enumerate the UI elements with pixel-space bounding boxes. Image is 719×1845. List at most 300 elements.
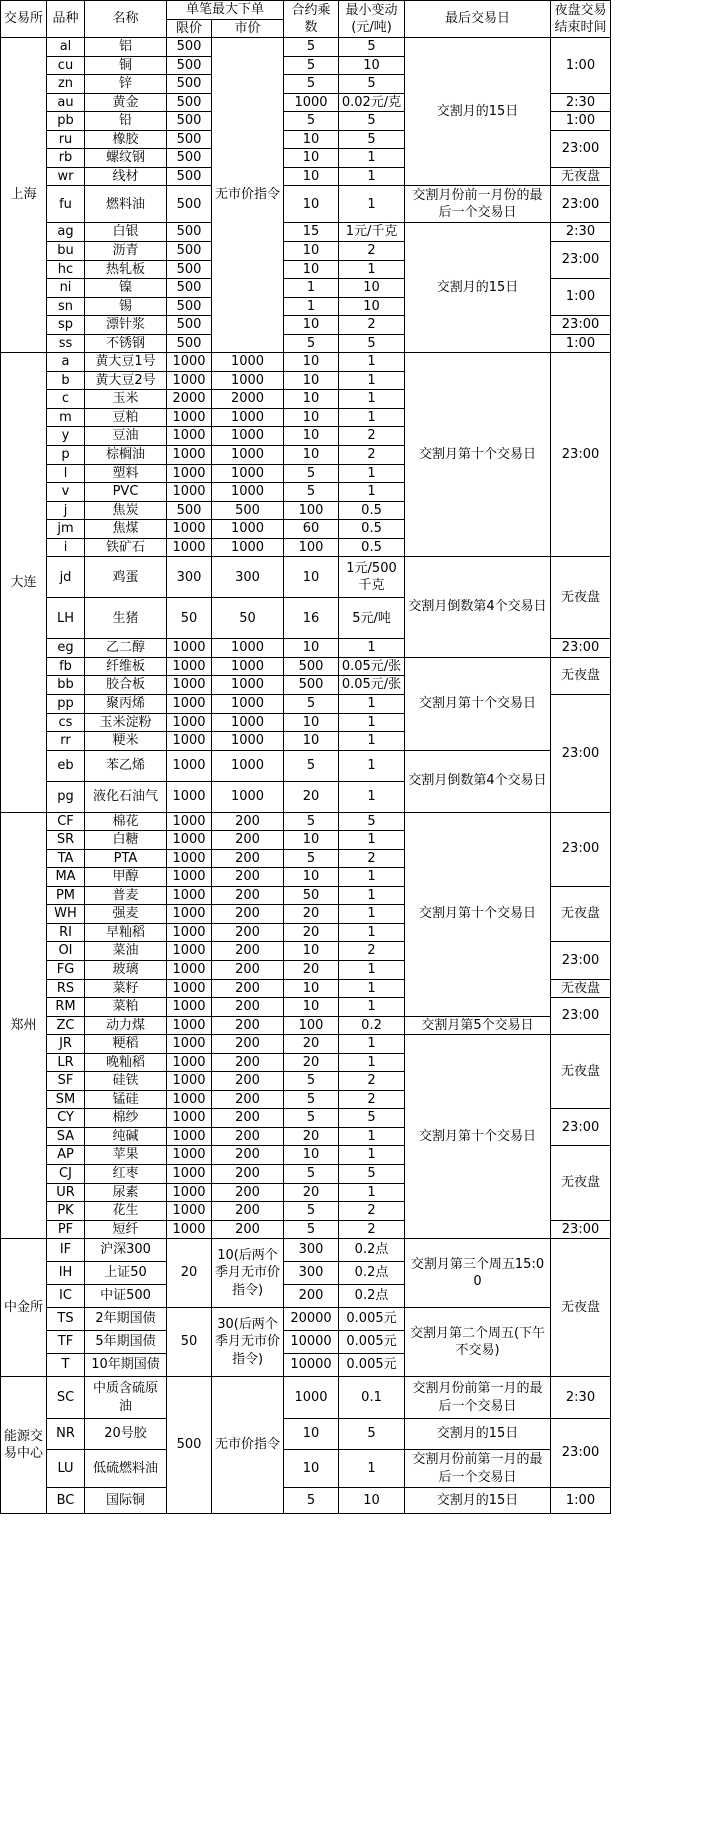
symbol-cell: IF [47, 1239, 85, 1262]
symbol-cell: al [47, 38, 85, 57]
symbol-cell: l [47, 464, 85, 483]
name-cell: 纤维板 [85, 657, 167, 676]
name-cell: 豆粕 [85, 408, 167, 427]
name-cell: 橡胶 [85, 130, 167, 149]
tick-cell: 1 [339, 713, 405, 732]
symbol-cell: NR [47, 1419, 85, 1450]
name-cell: 锡 [85, 297, 167, 316]
symbol-cell: UR [47, 1183, 85, 1202]
table-row [1, 557, 611, 598]
last-trading-day-cell: 交割月第十个交易日 [405, 657, 551, 750]
multiplier-cell: 500 [284, 657, 339, 676]
market-order-cell: 200 [212, 1183, 284, 1202]
header-exchange: 交易所 [1, 1, 47, 38]
multiplier-cell: 10 [284, 186, 339, 223]
limit-order-cell: 1000 [167, 960, 212, 979]
name-cell: 棉纱 [85, 1109, 167, 1128]
symbol-cell: b [47, 371, 85, 390]
multiplier-cell: 50 [284, 886, 339, 905]
limit-order-cell: 1000 [167, 446, 212, 465]
limit-order-cell: 1000 [167, 849, 212, 868]
symbol-cell: i [47, 538, 85, 557]
multiplier-cell: 10 [284, 446, 339, 465]
name-cell: 胶合板 [85, 676, 167, 695]
tick-cell: 2 [339, 1202, 405, 1221]
market-order-cell: 200 [212, 849, 284, 868]
limit-order-cell: 300 [167, 557, 212, 598]
name-cell: 苹果 [85, 1146, 167, 1165]
name-cell: 动力煤 [85, 1016, 167, 1035]
multiplier-cell: 16 [284, 598, 339, 639]
limit-order-cell: 500 [167, 501, 212, 520]
symbol-cell: IC [47, 1285, 85, 1308]
name-cell: 硅铁 [85, 1072, 167, 1091]
night-session-end-cell: 23:00 [551, 694, 611, 812]
header-tick-l1: 最小变动 [345, 2, 398, 18]
multiplier-cell: 20 [284, 923, 339, 942]
table-body [1, 38, 611, 1514]
multiplier-cell: 100 [284, 501, 339, 520]
tick-cell: 1 [339, 260, 405, 279]
limit-order-cell: 1000 [167, 520, 212, 539]
limit-order-cell: 1000 [167, 1016, 212, 1035]
tick-cell: 2 [339, 316, 405, 335]
symbol-cell: jd [47, 557, 85, 598]
name-cell: 白银 [85, 223, 167, 242]
limit-order-cell: 50 [167, 1308, 212, 1377]
limit-order-cell: 500 [167, 56, 212, 75]
tick-cell: 0.2点 [339, 1285, 405, 1308]
table-row [1, 1488, 611, 1514]
multiplier-cell: 10 [284, 130, 339, 149]
multiplier-cell: 20 [284, 1035, 339, 1054]
symbol-cell: fb [47, 657, 85, 676]
tick-cell: 1 [339, 390, 405, 409]
symbol-cell: LH [47, 598, 85, 639]
market-order-cell: 30(后两个季月无市价指令) [212, 1308, 284, 1377]
night-session-end-cell: 23:00 [551, 316, 611, 335]
multiplier-cell: 10 [284, 316, 339, 335]
header-tick [339, 1, 405, 38]
market-order-cell: 1000 [212, 353, 284, 372]
tick-cell: 1 [339, 167, 405, 186]
tick-cell: 1 [339, 750, 405, 781]
symbol-cell: CJ [47, 1164, 85, 1183]
header-night [551, 1, 611, 38]
symbol-cell: pb [47, 112, 85, 131]
tick-cell: 5 [339, 334, 405, 353]
tick-cell: 10 [339, 279, 405, 298]
last-trading-day-cell: 交割月第二个周五(下午不交易) [405, 1308, 551, 1377]
symbol-cell: FG [47, 960, 85, 979]
night-session-end-cell: 无夜盘 [551, 167, 611, 186]
limit-order-cell: 1000 [167, 750, 212, 781]
name-cell: 花生 [85, 1202, 167, 1221]
market-order-cell: 200 [212, 868, 284, 887]
symbol-cell: rr [47, 732, 85, 751]
tick-cell: 1 [339, 960, 405, 979]
multiplier-cell: 300 [284, 1262, 339, 1285]
tick-cell: 1 [339, 1146, 405, 1165]
night-session-end-cell: 无夜盘 [551, 1239, 611, 1377]
multiplier-cell: 5 [284, 464, 339, 483]
multiplier-cell: 15 [284, 223, 339, 242]
tick-cell: 0.05元/张 [339, 657, 405, 676]
night-session-end-cell: 无夜盘 [551, 657, 611, 694]
limit-order-cell: 500 [167, 334, 212, 353]
night-session-end-cell: 23:00 [551, 1109, 611, 1146]
symbol-cell: wr [47, 167, 85, 186]
limit-order-cell: 1000 [167, 1109, 212, 1128]
name-cell: 晚籼稻 [85, 1053, 167, 1072]
night-session-end-cell: 23:00 [551, 1419, 611, 1488]
symbol-cell: eg [47, 639, 85, 658]
market-order-cell: 1000 [212, 408, 284, 427]
night-session-end-cell: 无夜盘 [551, 979, 611, 998]
exchange-cell: 郑州 [1, 812, 47, 1239]
multiplier-cell: 5 [284, 56, 339, 75]
symbol-cell: bb [47, 676, 85, 695]
symbol-cell: rb [47, 149, 85, 168]
market-order-cell: 500 [212, 501, 284, 520]
name-cell: 黄金 [85, 93, 167, 112]
symbol-cell: BC [47, 1488, 85, 1514]
limit-order-cell: 1000 [167, 905, 212, 924]
symbol-cell: LU [47, 1450, 85, 1488]
name-cell: 漂针浆 [85, 316, 167, 335]
limit-order-cell: 1000 [167, 886, 212, 905]
tick-cell: 1 [339, 998, 405, 1017]
multiplier-cell: 5 [284, 1109, 339, 1128]
limit-order-cell: 500 [167, 279, 212, 298]
limit-order-cell: 2000 [167, 390, 212, 409]
header-name: 名称 [85, 1, 167, 38]
multiplier-cell: 10 [284, 713, 339, 732]
name-cell: 锌 [85, 75, 167, 94]
symbol-cell: pg [47, 781, 85, 812]
multiplier-cell: 10 [284, 427, 339, 446]
night-session-end-cell: 23:00 [551, 186, 611, 223]
header-symbol: 品种 [47, 1, 85, 38]
tick-cell: 1 [339, 868, 405, 887]
multiplier-cell: 1000 [284, 1377, 339, 1419]
limit-order-cell: 1000 [167, 639, 212, 658]
tick-cell: 5元/吨 [339, 598, 405, 639]
multiplier-cell: 10 [284, 353, 339, 372]
name-cell: 纯碱 [85, 1127, 167, 1146]
multiplier-cell: 10 [284, 260, 339, 279]
name-cell: 玉米 [85, 390, 167, 409]
name-cell: 粳米 [85, 732, 167, 751]
name-cell: 20号胶 [85, 1419, 167, 1450]
symbol-cell: c [47, 390, 85, 409]
night-session-end-cell: 23:00 [551, 812, 611, 886]
night-session-end-cell: 无夜盘 [551, 886, 611, 942]
symbol-cell: a [47, 353, 85, 372]
symbol-cell: TA [47, 849, 85, 868]
limit-order-cell: 1000 [167, 1146, 212, 1165]
night-session-end-cell: 2:30 [551, 223, 611, 242]
limit-order-cell: 500 [167, 242, 212, 261]
tick-cell: 1 [339, 1183, 405, 1202]
market-order-cell: 1000 [212, 639, 284, 658]
symbol-cell: eb [47, 750, 85, 781]
multiplier-cell: 5 [284, 1164, 339, 1183]
last-trading-day-cell: 交割月份前一月份的最后一个交易日 [405, 186, 551, 223]
symbol-cell: sn [47, 297, 85, 316]
header-night-l1: 夜盘交易 [554, 2, 607, 18]
market-order-cell: 1000 [212, 713, 284, 732]
night-session-end-cell: 无夜盘 [551, 557, 611, 639]
name-cell: 生猪 [85, 598, 167, 639]
symbol-cell: TS [47, 1308, 85, 1331]
multiplier-cell: 1 [284, 297, 339, 316]
name-cell: 强麦 [85, 905, 167, 924]
night-session-end-cell: 23:00 [551, 1220, 611, 1239]
symbol-cell: au [47, 93, 85, 112]
last-trading-day-cell: 交割月的15日 [405, 223, 551, 353]
market-order-cell: 200 [212, 812, 284, 831]
symbol-cell: v [47, 483, 85, 502]
name-cell: 聚丙烯 [85, 694, 167, 713]
table-row [1, 1377, 611, 1419]
multiplier-cell: 100 [284, 538, 339, 557]
multiplier-cell: 20 [284, 1053, 339, 1072]
tick-cell: 1 [339, 149, 405, 168]
name-cell: 热轧板 [85, 260, 167, 279]
market-order-cell: 200 [212, 1072, 284, 1091]
name-cell: 中质含硫原油 [85, 1377, 167, 1419]
multiplier-cell: 5 [284, 1488, 339, 1514]
name-cell: 白糖 [85, 831, 167, 850]
limit-order-cell: 1000 [167, 781, 212, 812]
symbol-cell: hc [47, 260, 85, 279]
name-cell: 豆油 [85, 427, 167, 446]
symbol-cell: PM [47, 886, 85, 905]
symbol-cell: SC [47, 1377, 85, 1419]
night-session-end-cell: 2:30 [551, 1377, 611, 1419]
symbol-cell: bu [47, 242, 85, 261]
name-cell: 铝 [85, 38, 167, 57]
tick-cell: 1 [339, 781, 405, 812]
tick-cell: 5 [339, 38, 405, 57]
symbol-cell: SR [47, 831, 85, 850]
multiplier-cell: 5 [284, 812, 339, 831]
multiplier-cell: 20 [284, 905, 339, 924]
table-row [1, 353, 611, 372]
symbol-cell: jm [47, 520, 85, 539]
name-cell: 塑料 [85, 464, 167, 483]
tick-cell: 0.1 [339, 1377, 405, 1419]
table-row [1, 223, 611, 242]
name-cell: 早籼稻 [85, 923, 167, 942]
header-night-l2: 结束时间 [554, 20, 607, 36]
tick-cell: 10 [339, 1488, 405, 1514]
multiplier-cell: 10 [284, 979, 339, 998]
symbol-cell: AP [47, 1146, 85, 1165]
last-trading-day-cell: 交割月第十个交易日 [405, 1035, 551, 1239]
multiplier-cell: 5 [284, 334, 339, 353]
limit-order-cell: 500 [167, 260, 212, 279]
header-multiplier-l2: 数 [304, 20, 318, 36]
market-order-cell: 无市价指令 [212, 38, 284, 353]
limit-order-cell: 500 [167, 93, 212, 112]
multiplier-cell: 10 [284, 408, 339, 427]
table-row [1, 1035, 611, 1054]
limit-order-cell: 1000 [167, 408, 212, 427]
name-cell: 普麦 [85, 886, 167, 905]
limit-order-cell: 1000 [167, 1127, 212, 1146]
symbol-cell: TF [47, 1331, 85, 1354]
multiplier-cell: 10 [284, 1450, 339, 1488]
market-order-cell: 200 [212, 1109, 284, 1128]
name-cell: 粳稻 [85, 1035, 167, 1054]
symbol-cell: SF [47, 1072, 85, 1091]
symbol-cell: SM [47, 1090, 85, 1109]
market-order-cell: 200 [212, 1220, 284, 1239]
name-cell: 玻璃 [85, 960, 167, 979]
name-cell: 镍 [85, 279, 167, 298]
tick-cell: 1 [339, 371, 405, 390]
tick-cell: 1元/500千克 [339, 557, 405, 598]
name-cell: 低硫燃料油 [85, 1450, 167, 1488]
symbol-cell: CF [47, 812, 85, 831]
symbol-cell: ni [47, 279, 85, 298]
tick-cell: 0.05元/张 [339, 676, 405, 695]
night-session-end-cell: 无夜盘 [551, 1146, 611, 1220]
limit-order-cell: 500 [167, 38, 212, 57]
multiplier-cell: 10 [284, 732, 339, 751]
symbol-cell: RM [47, 998, 85, 1017]
market-order-cell: 1000 [212, 371, 284, 390]
name-cell: 沥青 [85, 242, 167, 261]
tick-cell: 1 [339, 1053, 405, 1072]
last-trading-day-cell: 交割月倒数第4个交易日 [405, 557, 551, 658]
multiplier-cell: 1 [284, 279, 339, 298]
name-cell: 棉花 [85, 812, 167, 831]
limit-order-cell: 1000 [167, 657, 212, 676]
symbol-cell: IH [47, 1262, 85, 1285]
tick-cell: 10 [339, 56, 405, 75]
tick-cell: 2 [339, 1220, 405, 1239]
tick-cell: 2 [339, 849, 405, 868]
market-order-cell: 200 [212, 886, 284, 905]
symbol-cell: CY [47, 1109, 85, 1128]
tick-cell: 2 [339, 427, 405, 446]
tick-cell: 1 [339, 464, 405, 483]
multiplier-cell: 10 [284, 242, 339, 261]
table-row [1, 1016, 611, 1035]
market-order-cell: 1000 [212, 657, 284, 676]
multiplier-cell: 5 [284, 750, 339, 781]
night-session-end-cell: 23:00 [551, 942, 611, 979]
limit-order-cell: 500 [167, 1377, 212, 1514]
limit-order-cell: 1000 [167, 1202, 212, 1221]
market-order-cell: 1000 [212, 732, 284, 751]
exchange-cell: 大连 [1, 353, 47, 812]
name-cell: 沪深300 [85, 1239, 167, 1262]
name-cell: PVC [85, 483, 167, 502]
multiplier-cell: 20000 [284, 1308, 339, 1331]
tick-cell: 2 [339, 942, 405, 961]
multiplier-cell: 20 [284, 960, 339, 979]
tick-cell: 0.02元/克 [339, 93, 405, 112]
name-cell: 线材 [85, 167, 167, 186]
limit-order-cell: 1000 [167, 1072, 212, 1091]
table-row [1, 186, 611, 223]
tick-cell: 5 [339, 130, 405, 149]
multiplier-cell: 100 [284, 1016, 339, 1035]
market-order-cell: 200 [212, 1164, 284, 1183]
night-session-end-cell: 1:00 [551, 38, 611, 94]
symbol-cell: fu [47, 186, 85, 223]
limit-order-cell: 1000 [167, 713, 212, 732]
multiplier-cell: 10 [284, 639, 339, 658]
tick-cell: 0.5 [339, 520, 405, 539]
name-cell: 菜油 [85, 942, 167, 961]
multiplier-cell: 5 [284, 483, 339, 502]
limit-order-cell: 1000 [167, 353, 212, 372]
tick-cell: 1 [339, 408, 405, 427]
name-cell: 鸡蛋 [85, 557, 167, 598]
multiplier-cell: 10 [284, 149, 339, 168]
table-header [1, 1, 611, 38]
night-session-end-cell: 2:30 [551, 93, 611, 112]
multiplier-cell: 10 [284, 390, 339, 409]
table-row [1, 38, 611, 57]
multiplier-cell: 5 [284, 75, 339, 94]
symbol-cell: RS [47, 979, 85, 998]
last-trading-day-cell: 交割月第5个交易日 [405, 1016, 551, 1035]
tick-cell: 1 [339, 831, 405, 850]
name-cell: 液化石油气 [85, 781, 167, 812]
limit-order-cell: 500 [167, 223, 212, 242]
night-session-end-cell: 1:00 [551, 334, 611, 353]
symbol-cell: sp [47, 316, 85, 335]
market-order-cell: 无市价指令 [212, 1377, 284, 1514]
limit-order-cell: 1000 [167, 464, 212, 483]
last-trading-day-cell: 交割月第十个交易日 [405, 353, 551, 557]
exchange-cell: 中金所 [1, 1239, 47, 1377]
market-order-cell: 200 [212, 1090, 284, 1109]
market-order-cell: 200 [212, 1146, 284, 1165]
multiplier-cell: 10 [284, 1419, 339, 1450]
tick-cell: 5 [339, 1419, 405, 1450]
limit-order-cell: 1000 [167, 1090, 212, 1109]
market-order-cell: 1000 [212, 464, 284, 483]
symbol-cell: pp [47, 694, 85, 713]
name-cell: 甲醇 [85, 868, 167, 887]
tick-cell: 1元/千克 [339, 223, 405, 242]
name-cell: 菜籽 [85, 979, 167, 998]
header-market: 市价 [212, 19, 284, 38]
tick-cell: 1 [339, 639, 405, 658]
limit-order-cell: 1000 [167, 538, 212, 557]
last-trading-day-cell: 交割月的15日 [405, 1419, 551, 1450]
tick-cell: 2 [339, 1072, 405, 1091]
name-cell: 上证50 [85, 1262, 167, 1285]
name-cell: 10年期国债 [85, 1354, 167, 1377]
tick-cell: 1 [339, 732, 405, 751]
name-cell: 锰硅 [85, 1090, 167, 1109]
night-session-end-cell: 23:00 [551, 998, 611, 1035]
tick-cell: 0.5 [339, 501, 405, 520]
symbol-cell: cs [47, 713, 85, 732]
limit-order-cell: 500 [167, 130, 212, 149]
multiplier-cell: 1000 [284, 93, 339, 112]
symbol-cell: ag [47, 223, 85, 242]
limit-order-cell: 1000 [167, 676, 212, 695]
